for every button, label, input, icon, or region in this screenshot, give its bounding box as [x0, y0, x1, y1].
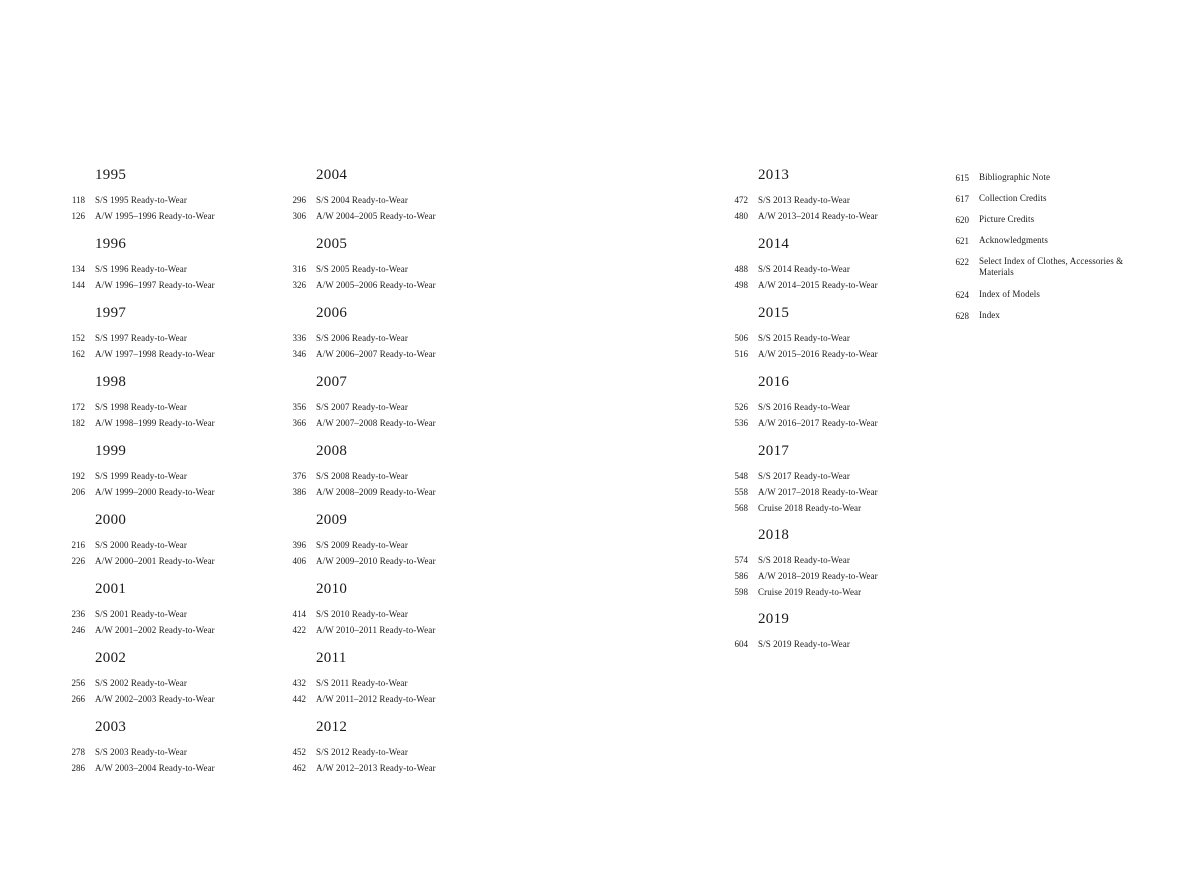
entry-title: S/S 2007 Ready-to-Wear	[316, 402, 408, 412]
entry-title: S/S 2008 Ready-to-Wear	[316, 471, 408, 481]
entry-title: S/S 2011 Ready-to-Wear	[316, 678, 408, 688]
page-number: 346	[292, 349, 306, 359]
page-number: 376	[292, 471, 306, 481]
page-number: 620	[955, 215, 969, 225]
page-number: 462	[292, 763, 306, 773]
page-number: 118	[71, 195, 85, 205]
contents-entry[interactable]	[703, 501, 923, 515]
entry-title: A/W 1998–1999 Ready-to-Wear	[95, 418, 215, 428]
year-heading: 2001	[95, 581, 127, 597]
page-number: 144	[71, 280, 85, 290]
entry-title: S/S 2019 Ready-to-Wear	[758, 639, 850, 649]
entry-title: A/W 2012–2013 Ready-to-Wear	[316, 763, 436, 773]
page-number: 152	[71, 333, 85, 343]
contents-entry[interactable]	[40, 745, 260, 759]
contents-entry[interactable]	[40, 692, 260, 706]
page-number: 192	[71, 471, 85, 481]
page-number: 286	[71, 763, 85, 773]
contents-entry[interactable]	[703, 485, 923, 499]
year-heading: 2014	[758, 236, 790, 252]
page-number: 574	[734, 555, 748, 565]
entry-title: S/S 1997 Ready-to-Wear	[95, 333, 187, 343]
entry-title: Cruise 2018 Ready-to-Wear	[758, 503, 862, 513]
page-number: 414	[292, 609, 306, 619]
entry-title: A/W 2009–2010 Ready-to-Wear	[316, 556, 436, 566]
year-heading: 2007	[316, 374, 348, 390]
back-matter-title: Index	[979, 310, 1000, 320]
entry-title: S/S 1998 Ready-to-Wear	[95, 402, 187, 412]
contents-entry[interactable]	[40, 347, 260, 361]
year-heading: 1998	[95, 374, 127, 390]
page-number: 586	[734, 571, 748, 581]
entry-title: A/W 2003–2004 Ready-to-Wear	[95, 763, 215, 773]
page-number: 126	[71, 211, 85, 221]
page-number: 622	[955, 257, 969, 267]
contents-entry[interactable]	[261, 331, 481, 345]
page-number: 306	[292, 211, 306, 221]
page-number: 558	[734, 487, 748, 497]
contents-entry[interactable]	[261, 676, 481, 690]
page-number: 506	[734, 333, 748, 343]
entry-title: S/S 2000 Ready-to-Wear	[95, 540, 187, 550]
year-heading: 2013	[758, 167, 790, 183]
contents-entry[interactable]	[703, 262, 923, 276]
entry-title: A/W 1999–2000 Ready-to-Wear	[95, 487, 215, 497]
page-number: 236	[71, 609, 85, 619]
year-heading: 2019	[758, 611, 790, 627]
page-number: 206	[71, 487, 85, 497]
page-number: 615	[955, 173, 969, 183]
entry-title: S/S 2014 Ready-to-Wear	[758, 264, 850, 274]
back-matter-title: Picture Credits	[979, 214, 1035, 224]
year-heading: 2016	[758, 374, 790, 390]
year-heading: 1997	[95, 305, 127, 321]
contents-entry[interactable]	[40, 761, 260, 775]
page-number: 488	[734, 264, 748, 274]
entry-title: S/S 2004 Ready-to-Wear	[316, 195, 408, 205]
year-heading: 2015	[758, 305, 790, 321]
year-heading: 2012	[316, 719, 348, 735]
entry-title: A/W 1995–1996 Ready-to-Wear	[95, 211, 215, 221]
contents-entry[interactable]	[40, 331, 260, 345]
page-number: 246	[71, 625, 85, 635]
page-number: 366	[292, 418, 306, 428]
year-heading: 2005	[316, 236, 348, 252]
year-heading: 1996	[95, 236, 127, 252]
page-number: 472	[734, 195, 748, 205]
contents-entry[interactable]	[261, 262, 481, 276]
entry-title: A/W 2011–2012 Ready-to-Wear	[316, 694, 436, 704]
entry-title: A/W 2014–2015 Ready-to-Wear	[758, 280, 878, 290]
entry-title: S/S 2015 Ready-to-Wear	[758, 333, 850, 343]
page-number: 316	[292, 264, 306, 274]
page-number: 396	[292, 540, 306, 550]
entry-title: S/S 2013 Ready-to-Wear	[758, 195, 850, 205]
entry-title: A/W 2010–2011 Ready-to-Wear	[316, 625, 436, 635]
contents-entry[interactable]	[703, 637, 923, 651]
page-number: 326	[292, 280, 306, 290]
entry-title: S/S 2002 Ready-to-Wear	[95, 678, 187, 688]
page-number: 336	[292, 333, 306, 343]
entry-title: A/W 1996–1997 Ready-to-Wear	[95, 280, 215, 290]
contents-entry[interactable]	[261, 623, 481, 637]
entry-title: S/S 2001 Ready-to-Wear	[95, 609, 187, 619]
page-number: 598	[734, 587, 748, 597]
entry-title: A/W 2007–2008 Ready-to-Wear	[316, 418, 436, 428]
page-number: 628	[955, 311, 969, 321]
entry-title: A/W 2008–2009 Ready-to-Wear	[316, 487, 436, 497]
entry-title: A/W 2004–2005 Ready-to-Wear	[316, 211, 436, 221]
page-number: 604	[734, 639, 748, 649]
contents-entry[interactable]	[261, 400, 481, 414]
page-number: 568	[734, 503, 748, 513]
contents-entry[interactable]	[261, 538, 481, 552]
year-heading: 2009	[316, 512, 348, 528]
page-number: 624	[955, 290, 969, 300]
entry-title: S/S 2009 Ready-to-Wear	[316, 540, 408, 550]
contents-entry[interactable]	[703, 569, 923, 583]
entry-title: S/S 2006 Ready-to-Wear	[316, 333, 408, 343]
page-number: 432	[292, 678, 306, 688]
contents-entry[interactable]	[40, 469, 260, 483]
entry-title: A/W 2002–2003 Ready-to-Wear	[95, 694, 215, 704]
contents-entry[interactable]	[261, 209, 481, 223]
entry-title: A/W 2005–2006 Ready-to-Wear	[316, 280, 436, 290]
entry-title: S/S 2010 Ready-to-Wear	[316, 609, 408, 619]
contents-entry[interactable]	[40, 278, 260, 292]
back-matter-title: Acknowledgments	[979, 235, 1048, 245]
entry-title: A/W 2006–2007 Ready-to-Wear	[316, 349, 436, 359]
page-number: 526	[734, 402, 748, 412]
contents-entry[interactable]	[261, 278, 481, 292]
page-number: 134	[71, 264, 85, 274]
page-number: 406	[292, 556, 306, 566]
page-number: 452	[292, 747, 306, 757]
entry-title: A/W 2017–2018 Ready-to-Wear	[758, 487, 878, 497]
page-number: 621	[955, 236, 969, 246]
entry-title: S/S 1999 Ready-to-Wear	[95, 471, 187, 481]
contents-entry[interactable]	[261, 485, 481, 499]
back-matter-title: Collection Credits	[979, 193, 1047, 203]
year-heading: 2000	[95, 512, 127, 528]
contents-entry[interactable]	[40, 262, 260, 276]
contents-entry[interactable]	[40, 623, 260, 637]
entry-title: S/S 2016 Ready-to-Wear	[758, 402, 850, 412]
contents-entry[interactable]	[703, 400, 923, 414]
page-number: 536	[734, 418, 748, 428]
page-number: 442	[292, 694, 306, 704]
year-heading: 2011	[316, 650, 347, 666]
contents-entry[interactable]	[40, 193, 260, 207]
page-number: 162	[71, 349, 85, 359]
entry-title: A/W 2018–2019 Ready-to-Wear	[758, 571, 878, 581]
contents-entry[interactable]	[261, 607, 481, 621]
page-number: 216	[71, 540, 85, 550]
entry-title: A/W 1997–1998 Ready-to-Wear	[95, 349, 215, 359]
back-matter-title: Select Index of Clothes, Accessories & Materials	[979, 256, 1124, 277]
contents-entry[interactable]	[703, 469, 923, 483]
page-number: 498	[734, 280, 748, 290]
contents-entry[interactable]	[261, 745, 481, 759]
page-number: 296	[292, 195, 306, 205]
entry-title: A/W 2001–2002 Ready-to-Wear	[95, 625, 215, 635]
page-number: 617	[955, 194, 969, 204]
entry-title: S/S 2017 Ready-to-Wear	[758, 471, 850, 481]
year-heading: 2018	[758, 527, 790, 543]
page-number: 386	[292, 487, 306, 497]
back-matter-title: Bibliographic Note	[979, 172, 1051, 182]
contents-entry[interactable]	[703, 553, 923, 567]
contents-entry[interactable]	[261, 761, 481, 775]
contents-entry[interactable]	[703, 209, 923, 223]
contents-entry[interactable]	[261, 554, 481, 568]
page-number: 256	[71, 678, 85, 688]
entry-title: S/S 2018 Ready-to-Wear	[758, 555, 850, 565]
contents-entry[interactable]	[40, 538, 260, 552]
page-number: 548	[734, 471, 748, 481]
page-number: 172	[71, 402, 85, 412]
contents-entry[interactable]	[40, 416, 260, 430]
page-number: 422	[292, 625, 306, 635]
contents-entry[interactable]	[40, 209, 260, 223]
year-heading: 1995	[95, 167, 127, 183]
contents-entry[interactable]	[261, 193, 481, 207]
year-heading: 2008	[316, 443, 348, 459]
contents-entry[interactable]	[703, 193, 923, 207]
contents-entry[interactable]	[261, 692, 481, 706]
contents-entry[interactable]	[703, 347, 923, 361]
contents-entry[interactable]	[40, 676, 260, 690]
contents-entry[interactable]	[261, 347, 481, 361]
entry-title: S/S 1995 Ready-to-Wear	[95, 195, 187, 205]
page-number: 356	[292, 402, 306, 412]
page-number: 516	[734, 349, 748, 359]
year-heading: 2010	[316, 581, 348, 597]
page-number: 182	[71, 418, 85, 428]
year-heading: 2017	[758, 443, 790, 459]
page-number: 266	[71, 694, 85, 704]
year-heading: 1999	[95, 443, 127, 459]
contents-entry[interactable]	[703, 585, 923, 599]
contents-entry[interactable]	[703, 416, 923, 430]
page-number: 278	[71, 747, 85, 757]
entry-title: Cruise 2019 Ready-to-Wear	[758, 587, 862, 597]
contents-entry[interactable]	[40, 554, 260, 568]
contents-entry[interactable]	[261, 416, 481, 430]
entry-title: A/W 2013–2014 Ready-to-Wear	[758, 211, 878, 221]
year-heading: 2006	[316, 305, 348, 321]
contents-entry[interactable]	[703, 331, 923, 345]
contents-entry[interactable]	[703, 278, 923, 292]
contents-entry[interactable]	[40, 400, 260, 414]
entry-title: A/W 2016–2017 Ready-to-Wear	[758, 418, 878, 428]
entry-title: A/W 2000–2001 Ready-to-Wear	[95, 556, 215, 566]
entry-title: S/S 2005 Ready-to-Wear	[316, 264, 408, 274]
back-matter-title: Index of Models	[979, 289, 1040, 299]
entry-title: S/S 2003 Ready-to-Wear	[95, 747, 187, 757]
contents-entry[interactable]	[40, 485, 260, 499]
year-heading: 2004	[316, 167, 348, 183]
page-number: 480	[734, 211, 748, 221]
entry-title: A/W 2015–2016 Ready-to-Wear	[758, 349, 878, 359]
page-number: 226	[71, 556, 85, 566]
entry-title: S/S 1996 Ready-to-Wear	[95, 264, 187, 274]
contents-entry[interactable]	[40, 607, 260, 621]
contents-entry[interactable]	[261, 469, 481, 483]
year-heading: 2002	[95, 650, 127, 666]
year-heading: 2003	[95, 719, 127, 735]
entry-title: S/S 2012 Ready-to-Wear	[316, 747, 408, 757]
